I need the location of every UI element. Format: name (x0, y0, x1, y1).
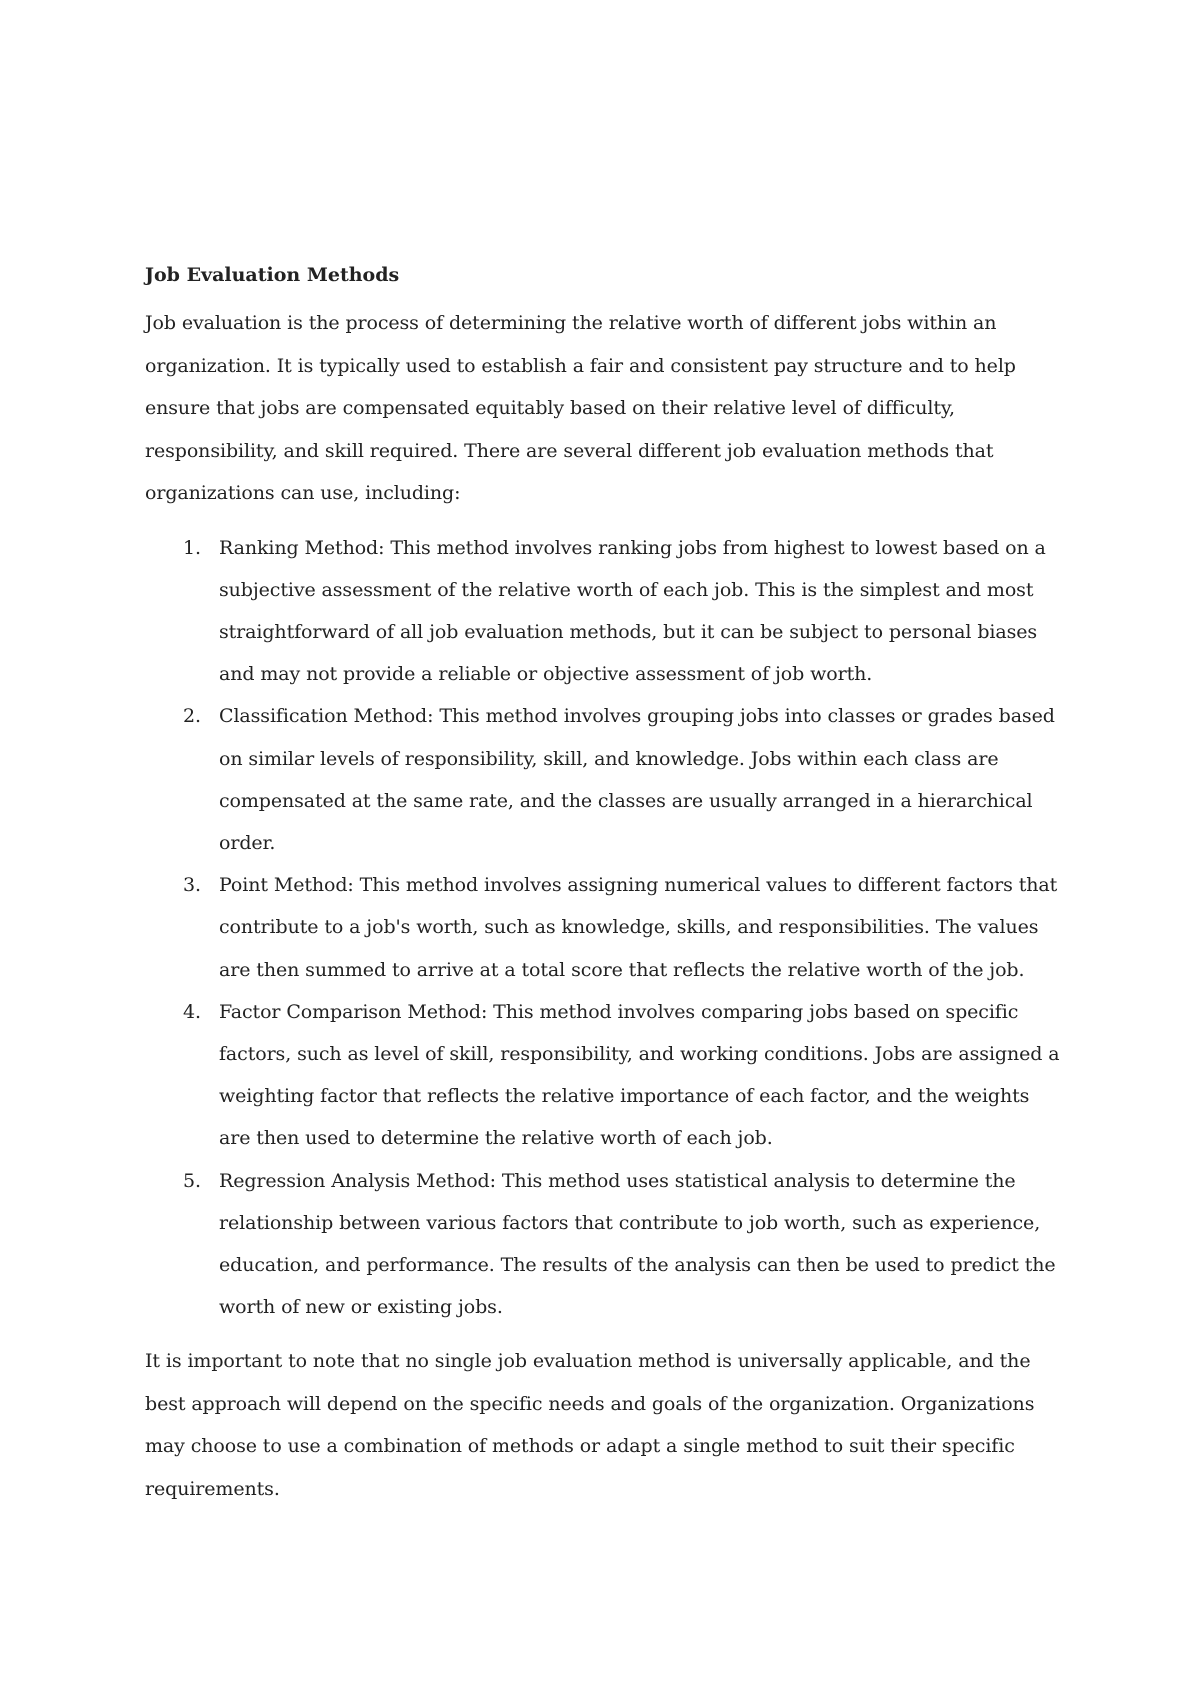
closing-paragraph: It is important to note that no single job evaluation method is universally applicable, and the best approach will depend on the specific needs and goals of the organization. Organizations may choose to use a combination of methods or adapt a single method to suit their specific requirements. (145, 1350, 1035, 1500)
method-item-point (145, 864, 1065, 991)
method-item-classification (145, 695, 1065, 864)
document-title: Job Evaluation Methods (145, 264, 400, 286)
method-item-ranking (145, 527, 1065, 696)
list-item-text: Ranking Method: This method involves ranking jobs from highest to lowest based on a subjective assessment of the relative worth of each job. This is the simplest and most straightforward of all job evaluation methods, but it can be subject to personal biases and may not provide a reliable or objective assessment of job worth. (219, 536, 1046, 686)
method-item-regression-analysis (145, 1160, 1065, 1329)
list-number: 2. (183, 705, 201, 728)
method-item-factor-comparison (145, 991, 1065, 1160)
list-number: 4. (183, 1000, 201, 1023)
list-number: 5. (183, 1169, 201, 1192)
list-item-text: Classification Method: This method involves grouping jobs into classes or grades based on similar levels of responsibility, skill, and knowledge. Jobs within each class are compensated at the same rate, and the classes are usually arranged in a hierarchical order. (219, 705, 1055, 854)
list-number: 1. (183, 536, 201, 559)
list-item-text: Regression Analysis Method: This method uses statistical analysis to determine the relationship between various factors that contribute to job worth, such as experience, education, and performance. The results of the analysis can then be used to predict the worth of new or existing jobs. (219, 1169, 1056, 1319)
intro-paragraph: Job evaluation is the process of determining the relative worth of different jobs within an organization. It is typically used to establish a fair and consistent pay structure and to help ensure that jobs are compensated equitably based on their relative level of difficulty, responsibility, and skill required. There are several different job evaluation methods that organizations can use, including: (145, 312, 1016, 504)
methods-list (145, 527, 1065, 1329)
list-item-text: Factor Comparison Method: This method involves comparing jobs based on specific factors, such as level of skill, responsibility, and working conditions. Jobs are assigned a weighting factor that reflects the relative importance of each factor, and the weights are then used to determine the relative worth of each job. (219, 1000, 1060, 1150)
list-item-text: Point Method: This method involves assigning numerical values to different factors that contribute to a job's worth, such as knowledge, skills, and responsibilities. The values are then summed to arrive at a total score that reflects the relative worth of the job. (219, 874, 1058, 981)
list-number: 3. (183, 874, 201, 897)
document-body (145, 262, 1065, 1510)
